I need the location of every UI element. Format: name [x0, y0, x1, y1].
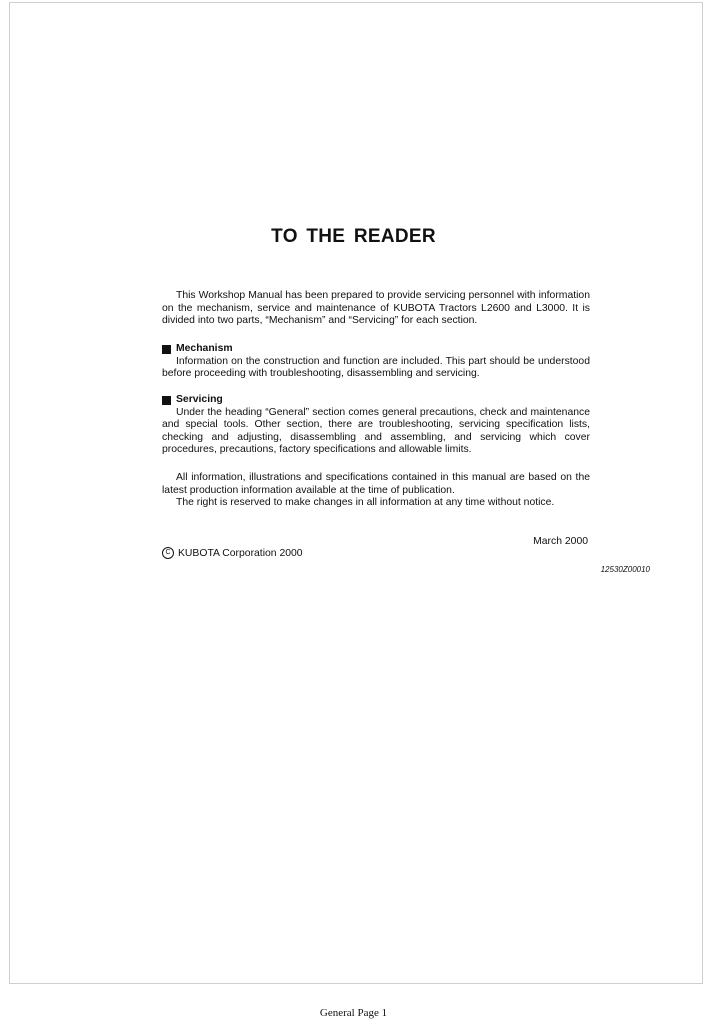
- info-paragraph-1: All information, illustrations and specifications contained in this manual are based on the latest production information available at the time of publication.: [162, 472, 590, 496]
- page-title: TO THE READER: [271, 226, 436, 247]
- copyright-text: KUBOTA Corporation 2000: [178, 547, 303, 559]
- info-section: [162, 472, 590, 510]
- document-id: 12530Z00010: [600, 565, 650, 574]
- bullet-square-icon: [162, 345, 171, 354]
- mechanism-heading: [162, 343, 590, 356]
- servicing-heading: [162, 394, 590, 407]
- intro-paragraph: [162, 290, 590, 328]
- copyright-line: [162, 547, 303, 559]
- intro-text: This Workshop Manual has been prepared to provide servicing personnel with information on the mechanism, service and maintenance of KUBOTA Tractors L2600 and L3000. It is divided into two parts, “Mechanism” and “Servicing” for each section.: [162, 290, 590, 327]
- mechanism-heading-label: Mechanism: [176, 343, 233, 354]
- copyright-icon: C: [162, 547, 174, 559]
- mechanism-section: [162, 343, 590, 381]
- page-footer: General Page 1: [319, 1007, 388, 1019]
- publication-date: March 2000: [533, 536, 588, 547]
- info-paragraph-2: The right is reserved to make changes in all information at any time without notice.: [176, 497, 555, 509]
- mechanism-text: Information on the construction and function are included. This part should be understood before proceeding with troubleshooting, disassembling and servicing.: [162, 355, 590, 380]
- bullet-square-icon: [162, 396, 171, 405]
- servicing-heading-label: Servicing: [176, 394, 223, 405]
- servicing-text: Under the heading “General” section comes general precautions, check and maintenance and special tools. Other section, there are troubleshooting, servicing specification lists, checking and adjusting, disassembling and assembling, and servicing which cover procedures, precautions, factory specifications and allowable limits.: [162, 406, 590, 456]
- servicing-section: [162, 394, 590, 457]
